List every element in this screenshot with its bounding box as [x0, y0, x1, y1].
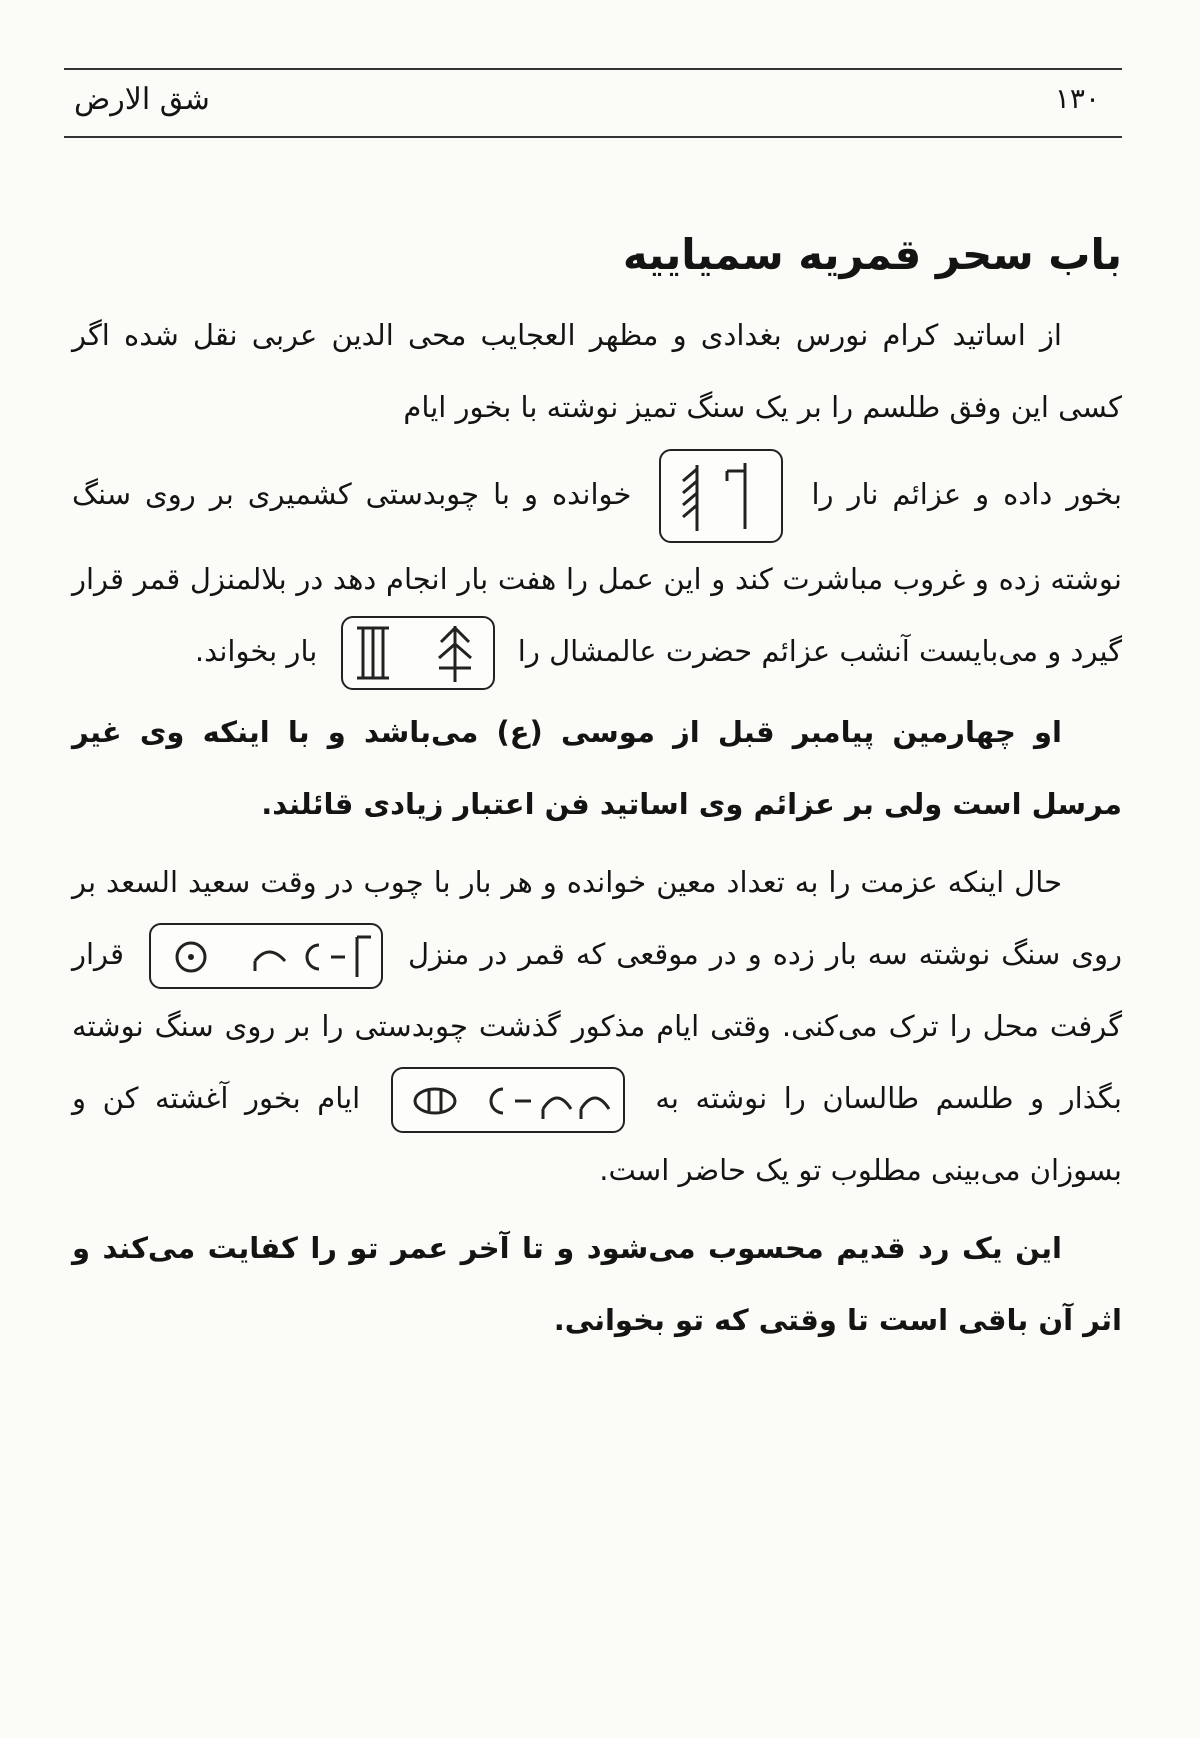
talisman-sigil-icon-4 — [391, 1067, 625, 1133]
paragraph-4-part-c: ایام بخور آغشته کن و بسوزان می‌بینی مطلوب تو یک حاضر است. — [72, 1081, 1122, 1187]
running-title: شق الارض — [74, 82, 210, 117]
talisman-sigil-icon-1 — [659, 449, 783, 543]
paragraph-3: او چهارمین پیامبر قبل از موسی (ع) می‌باشد و با اینکه وی غیر مرسل است ولی بر عزائم وی اساتید فن اعتبار زیادی قائلند. — [72, 715, 1122, 821]
talisman-sigil-icon-2 — [341, 616, 495, 690]
page-number: ۱۳۰ — [1054, 82, 1100, 115]
paragraph-2-part-c: بار بخواند. — [194, 634, 318, 668]
paragraph-2-part-b: خوانده و با چوبدستی کشمیری بر روی سنگ نوشته زده و غروب مباشرت کند و این عمل را هفت بار انجام دهد در بلالمنزل قمر قرار گیرد و می‌بایست آنشب عزائم حضرت عالمشال را — [72, 477, 1122, 668]
paragraph-2-part-a: بخور داده و عزائم نار را — [811, 477, 1123, 511]
paragraph-2 — [72, 449, 1122, 690]
paragraph-4 — [72, 846, 1122, 1206]
paragraph-4-part-a: حال اینکه عزمت را به تعداد معین خوانده و هر بار با چوب در وقت سعید السعد بر روی سنگ نوشته سه بار زده و در موقعی که قمر در منزل — [72, 865, 1123, 971]
section-heading: باب سحر قمریه سمیاییه — [622, 230, 1122, 279]
talisman-sigil-icon-3 — [149, 923, 383, 989]
page-body — [72, 230, 1122, 1678]
paragraph-1: از اساتید کرام نورس بغدادی و مظهر العجایب محی الدین عربی نقل شده اگر کسی این وفق طلسم را بر یک سنگ تمیز نوشته با بخور ایام — [72, 318, 1122, 424]
paragraph-5: این یک رد قدیم محسوب می‌شود و تا آخر عمر تو را کفایت می‌کند و اثر آن باقی است تا وقتی که تو بخوانی. — [72, 1231, 1122, 1337]
paragraph-4-part-b: قرار گرفت محل را ترک می‌کنی. وقتی ایام مذکور گذشت چوبدستی را بر روی سنگ نوشته بگذار و طلسم طالسان را نوشته به — [72, 937, 1123, 1115]
page-header — [64, 68, 1122, 138]
